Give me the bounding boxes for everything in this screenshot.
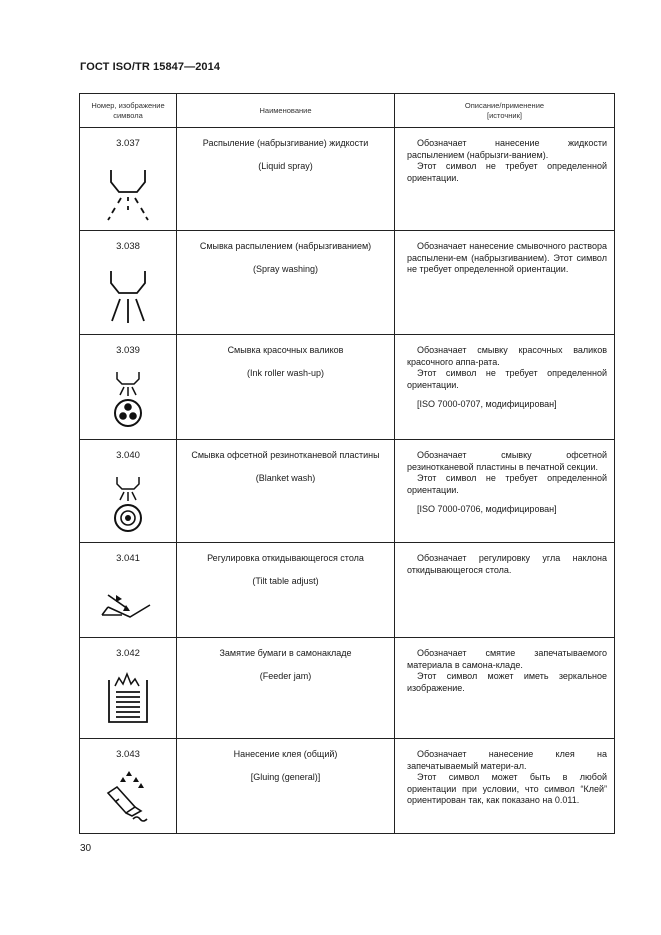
symbol-code: 3.038 [116, 241, 140, 252]
spray-washing-icon [103, 267, 153, 327]
table-row [80, 543, 615, 638]
symbol-description-cell [395, 440, 615, 543]
description-text: Обозначает смятие запечатываемого материала в самона-кладе. [407, 648, 607, 670]
header-description-source: [источник] [487, 110, 522, 120]
symbol-cell [80, 739, 177, 834]
table-row [80, 335, 615, 440]
symbol-name: Смывка красочных валиков [227, 345, 344, 355]
symbol-name-en: [Gluing (general)] [250, 771, 321, 782]
table-row [80, 231, 615, 335]
symbol-cell [80, 335, 177, 440]
symbol-description-cell [395, 638, 615, 739]
blanket-wash-icon [110, 474, 146, 534]
symbol-description-cell [395, 231, 615, 335]
symbol-cell [80, 128, 177, 231]
symbol-name-cell [177, 335, 395, 440]
table-row [80, 128, 615, 231]
description-text: Обозначает смывку красочных валиков красочного аппа-рата. [407, 345, 607, 367]
description-text: Обозначает нанесение жидкости распылением (набрызги-ванием). [407, 138, 607, 160]
description-text: Этот символ не требует определенной ориентации. [407, 161, 607, 183]
symbol-cell [80, 440, 177, 543]
symbol-name-cell [177, 128, 395, 231]
feeder-jam-icon [105, 670, 151, 726]
header-name: Наименование [177, 94, 395, 128]
symbol-code: 3.037 [116, 138, 140, 149]
symbol-code: 3.043 [116, 749, 140, 760]
description-text: Этот символ не требует определенной ориентации. [407, 368, 607, 390]
symbol-cell [80, 231, 177, 335]
symbol-cell [80, 638, 177, 739]
liquid-spray-icon [103, 166, 153, 222]
symbol-code: 3.042 [116, 648, 140, 659]
symbol-name-cell [177, 543, 395, 638]
description-text: Этот символ может быть в любой ориентации при условии, что символ “Клей” ориентирован так, как показано на 0.011. [407, 772, 607, 805]
header-description-line1: Описание/применение [464, 100, 545, 110]
symbol-name-en: (Spray washing) [252, 263, 319, 274]
symbol-name-en: (Feeder jam) [259, 670, 312, 681]
description-text: Этот символ может иметь зеркальное изображение. [407, 671, 607, 693]
symbol-name-cell [177, 638, 395, 739]
table-row [80, 440, 615, 543]
header-description [395, 94, 615, 128]
symbol-code: 3.039 [116, 345, 140, 356]
symbol-name: Смывка распылением (набрызгиванием) [199, 241, 372, 251]
description-source: [ISO 7000-0707, модифицирован] [417, 399, 557, 409]
symbol-name-cell [177, 231, 395, 335]
symbol-name-cell [177, 739, 395, 834]
symbol-name: Регулировка откидывающегося стола [207, 553, 364, 563]
symbol-description-cell [395, 543, 615, 638]
gluing-general-icon [103, 769, 153, 823]
tilt-table-adjust-icon [100, 587, 156, 623]
description-text: Обозначает регулировку угла наклона откидывающегося стола. [407, 553, 607, 575]
description-text: Этот символ не требует определенной ориентации. [407, 473, 607, 495]
symbol-name: Смывка офсетной резинотканевой пластины [191, 450, 380, 460]
page-number: 30 [80, 843, 92, 854]
symbol-name: Нанесение клея (общий) [233, 749, 338, 759]
table-header-row [80, 94, 615, 128]
symbol-code: 3.041 [116, 553, 140, 564]
description-text: Обозначает нанесение смывочного раствора распылени-ем (набрызгиванием). Этот символ не требует определенной ориентации. [407, 241, 607, 274]
symbol-name-en: (Liquid spray) [258, 160, 313, 171]
symbols-table [79, 93, 615, 834]
symbol-name: Распыление (набрызгивание) жидкости [202, 138, 369, 148]
symbol-cell [80, 543, 177, 638]
ink-roller-washup-icon [110, 369, 146, 429]
symbol-description-cell [395, 128, 615, 231]
symbol-description-cell [395, 335, 615, 440]
symbol-description-cell [395, 739, 615, 834]
symbol-name-cell [177, 440, 395, 543]
document-header: ГОСТ ISO/TR 15847—2014 [80, 61, 221, 73]
description-text: Обозначает нанесение клея на запечатываемый матери-ал. [407, 749, 607, 771]
table-row [80, 638, 615, 739]
header-number-image: Номер, изображение символа [80, 94, 177, 128]
table-row [80, 739, 615, 834]
symbol-name-en: (Tilt table adjust) [252, 575, 319, 586]
symbol-code: 3.040 [116, 450, 140, 461]
symbol-name-en: (Ink roller wash-up) [246, 367, 325, 378]
description-source: [ISO 7000-0706, модифицирован] [417, 504, 557, 514]
symbol-name-en: (Blanket wash) [255, 472, 316, 483]
symbol-name: Замятие бумаги в самонакладе [219, 648, 352, 658]
description-text: Обозначает смывку офсетной резинотканевой пластины в печатной секции. [407, 450, 607, 472]
